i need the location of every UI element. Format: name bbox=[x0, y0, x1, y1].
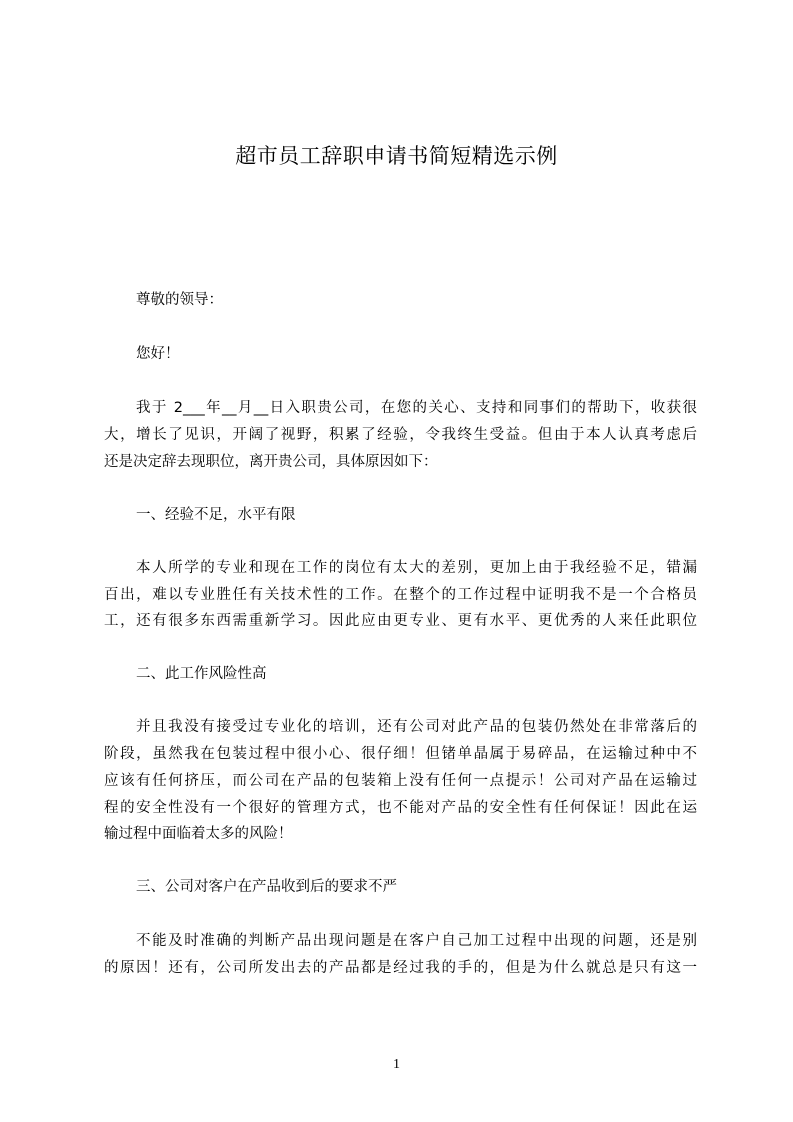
section2-line-4: 程的安全性没有一个很好的管理方式，也不能对产品的安全性有任何保证！因此在运 bbox=[104, 800, 697, 816]
section2-line-5: 输过程中面临着太多的风险！ bbox=[104, 826, 293, 842]
section3-heading: 三、公司对客户在产品收到后的要求不严 bbox=[136, 879, 397, 895]
section2-heading: 二、此工作风险性高 bbox=[136, 666, 267, 682]
intro-line-1: 我于 2___年__月__日入职贵公司，在您的关心、支持和同事们的帮助下，收获很 bbox=[136, 400, 697, 416]
document-title: 超市员工辞职申请书简短精选示例 bbox=[235, 144, 558, 168]
section1-line-3: 工，还有很多东西需重新学习。因此应由更专业、更有水平、更优秀的人来任此职位 bbox=[104, 613, 697, 629]
section2-line-2: 阶段，虽然我在包装过程中很小心、很仔细！但锗单晶属于易碎品，在运输过种中不 bbox=[104, 746, 697, 762]
section1-line-1: 本人所学的专业和现在工作的岗位有太大的差别，更加上由于我经验不足，错漏 bbox=[136, 560, 697, 576]
section3-line-1: 不能及时准确的判断产品出现问题是在客户自己加工过程中出现的问题，还是别 bbox=[136, 933, 697, 949]
section1-heading: 一、经验不足，水平有限 bbox=[136, 507, 296, 523]
salutation: 尊敬的领导： bbox=[136, 292, 223, 308]
section2-line-1: 并且我没有接受过专业化的培训，还有公司对此产品的包装仍然处在非常落后的 bbox=[136, 719, 697, 735]
section1-line-2: 百出，难以专业胜任有关技术性的工作。在整个的工作过程中证明我不是一个合格员 bbox=[104, 587, 697, 603]
intro-line-2: 大，增长了见识，开阔了视野，积累了经验，令我终生受益。但由于本人认真考虑后 bbox=[104, 427, 697, 443]
page-number: 1 bbox=[393, 1057, 400, 1072]
section3-line-2: 的原因！还有，公司所发出去的产品都是经过我的手的，但是为什么就总是只有这一 bbox=[104, 960, 697, 976]
intro-line-3: 还是决定辞去现职位，离开贵公司，具体原因如下： bbox=[104, 454, 438, 470]
section2-line-3: 应该有任何挤压，而公司在产品的包装箱上没有任何一点提示！公司对产品在运输过 bbox=[104, 773, 697, 789]
greeting: 您好！ bbox=[136, 346, 180, 362]
